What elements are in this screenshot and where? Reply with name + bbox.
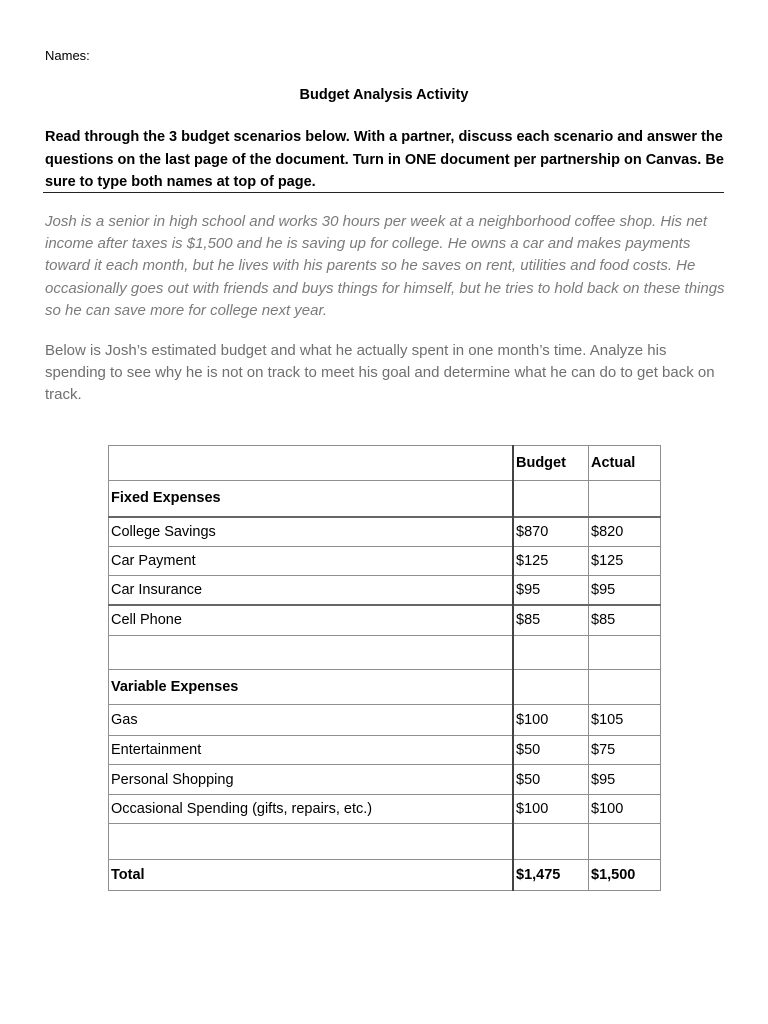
actual-value: $820 xyxy=(589,517,661,547)
table-cell xyxy=(589,636,661,670)
table-total-row xyxy=(109,860,661,891)
total-budget-value: $1,475 xyxy=(513,860,589,891)
table-spacer-row xyxy=(109,824,661,860)
budget-value: $100 xyxy=(513,705,589,736)
expense-label: Cell Phone xyxy=(109,605,514,636)
budget-value: $50 xyxy=(513,765,589,795)
analysis-instructions-paragraph: Below is Josh’s estimated budget and what he actually spent in one month’s time. Analyze his spending to see why he is not on track to meet his goal and determine what he can do to get back on track. xyxy=(45,342,715,404)
table-row xyxy=(109,517,661,547)
actual-value: $105 xyxy=(589,705,661,736)
table-cell xyxy=(513,636,589,670)
page-title: Budget Analysis Activity xyxy=(299,87,469,103)
table-cell xyxy=(589,670,661,705)
total-actual-value: $1,500 xyxy=(589,860,661,891)
header-cell-category xyxy=(109,446,514,481)
expense-label: Entertainment xyxy=(109,736,514,765)
table-row xyxy=(109,705,661,736)
actual-value: $95 xyxy=(589,576,661,605)
section-label-variable: Variable Expenses xyxy=(109,670,514,705)
table-header-row xyxy=(109,446,661,481)
table-cell xyxy=(589,481,661,517)
budget-value: $870 xyxy=(513,517,589,547)
total-label: Total xyxy=(109,860,514,891)
table-cell xyxy=(513,824,589,860)
table-row xyxy=(109,547,661,576)
names-label: Names: xyxy=(45,48,90,63)
table-section-row xyxy=(109,481,661,517)
table-spacer-row xyxy=(109,636,661,670)
table-cell xyxy=(109,824,514,860)
horizontal-divider xyxy=(43,192,724,193)
actual-value: $125 xyxy=(589,547,661,576)
section-label-fixed: Fixed Expenses xyxy=(109,481,514,517)
table-row xyxy=(109,765,661,795)
table-cell xyxy=(109,636,514,670)
expense-label: Car Payment xyxy=(109,547,514,576)
actual-value: $75 xyxy=(589,736,661,765)
expense-label: College Savings xyxy=(109,517,514,547)
table-cell xyxy=(513,670,589,705)
table-row xyxy=(109,736,661,765)
budget-table xyxy=(108,445,661,891)
table-cell xyxy=(589,824,661,860)
table-row xyxy=(109,795,661,824)
actual-value: $100 xyxy=(589,795,661,824)
table-cell xyxy=(513,481,589,517)
expense-label: Car Insurance xyxy=(109,576,514,605)
instructions-paragraph: Read through the 3 budget scenarios below. With a partner, discuss each scenario and answer the questions on the last page of the document. Turn in ONE document per partnership on Canvas. Be sure to type both names at top of page. xyxy=(45,129,724,190)
budget-value: $85 xyxy=(513,605,589,636)
expense-label: Gas xyxy=(109,705,514,736)
header-cell-actual: Actual xyxy=(589,446,661,481)
table-row xyxy=(109,605,661,636)
expense-label: Occasional Spending (gifts, repairs, etc.) xyxy=(109,795,514,824)
budget-value: $100 xyxy=(513,795,589,824)
budget-value: $50 xyxy=(513,736,589,765)
actual-value: $95 xyxy=(589,765,661,795)
table-row xyxy=(109,576,661,605)
budget-value: $95 xyxy=(513,576,589,605)
actual-value: $85 xyxy=(589,605,661,636)
budget-value: $125 xyxy=(513,547,589,576)
header-cell-budget: Budget xyxy=(513,446,589,481)
expense-label: Personal Shopping xyxy=(109,765,514,795)
table-section-row xyxy=(109,670,661,705)
scenario-story-paragraph: Josh is a senior in high school and works 30 hours per week at a neighborhood coffee shop. His net income after taxes is $1,500 and he is saving up for college. He owns a car and makes payments toward it each month, but he lives with his parents so he saves on rent, utilities and food costs. He occasionally goes out with friends and buys things for himself, but he tries to hold back on these things so he can save more for college next year. xyxy=(45,213,725,319)
